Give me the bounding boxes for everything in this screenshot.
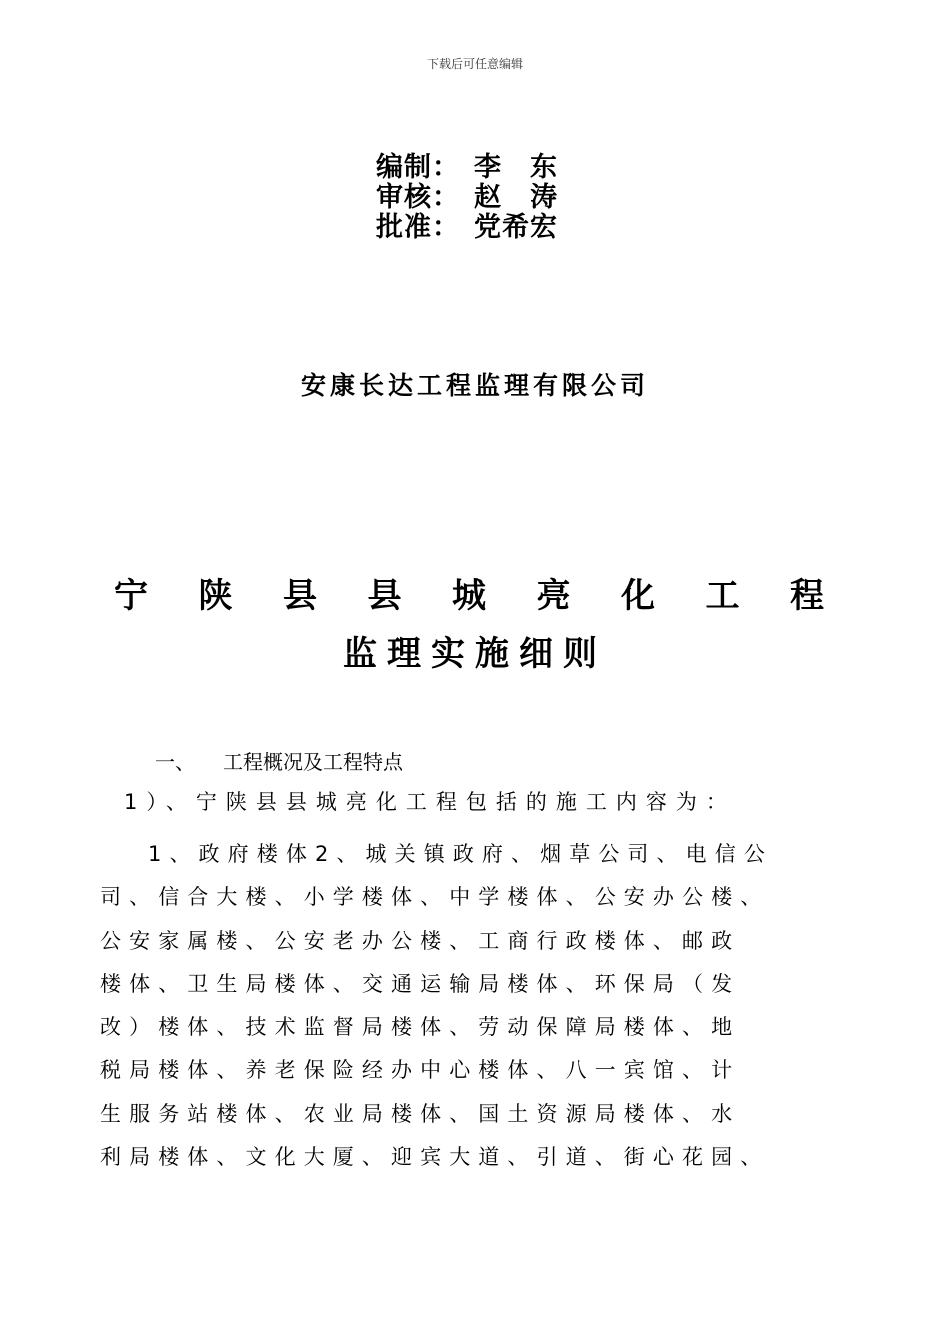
watermark-text: 下载后可任意编辑 (426, 57, 523, 71)
signoff-row-approver (376, 213, 558, 243)
document-title-line1 (114, 568, 824, 617)
body-line: 改）楼体、技术监督局楼体、劳动保障局楼体、地 (100, 1015, 741, 1040)
signoff-row-compiler (376, 153, 558, 183)
signoff-row-reviewer (376, 183, 558, 213)
title-char: 工 (705, 576, 740, 616)
signoff-label: 审核： (376, 182, 460, 213)
body-line: 司、信合大楼、小学楼体、中学楼体、公安办公楼、 (100, 885, 770, 910)
body-line: 生服务站楼体、农业局楼体、国土资源局楼体、水 (100, 1101, 741, 1126)
body-line: 楼体、卫生局楼体、交通运输局楼体、环保局（发 (100, 971, 741, 996)
body-line: 利局楼体、文化大厦、迎宾大道、引道、街心花园、 (100, 1145, 770, 1170)
signoff-name: 党希宏 (474, 212, 558, 243)
section-title: 工程概况及工程特点 (223, 750, 403, 774)
signoff-block (376, 153, 558, 243)
title-char: 城 (452, 576, 486, 616)
section-heading (155, 746, 403, 775)
company-name: 安康长达工程监理有限公司 (300, 371, 649, 400)
subsection-heading: 1）、宁陕县县城亮化工程包括的施工内容为： (124, 790, 736, 814)
document-title-line2: 监理实施细则 (343, 634, 607, 674)
title-char: 陕 (198, 576, 233, 616)
section-number: 一、 (155, 750, 195, 774)
body-paragraph (100, 833, 860, 1179)
signoff-label: 批准： (376, 212, 460, 243)
title-char: 县 (283, 576, 317, 616)
signoff-label: 编制： (376, 152, 460, 183)
body-line: 公安家属楼、公安老办公楼、工商行政楼体、邮政 (100, 928, 741, 953)
signoff-name: 李 东 (474, 152, 558, 183)
body-line: 税局楼体、养老保险经办中心楼体、八一宾馆、计 (100, 1058, 741, 1083)
title-char: 化 (621, 576, 655, 616)
signoff-name: 赵 涛 (474, 182, 558, 213)
title-char: 县 (367, 576, 402, 616)
title-char: 亮 (536, 576, 571, 616)
body-line: 1、政府楼体2、城关镇政府、烟草公司、电信公 (148, 842, 773, 866)
title-char: 宁 (114, 576, 148, 616)
title-char: 程 (790, 576, 824, 616)
